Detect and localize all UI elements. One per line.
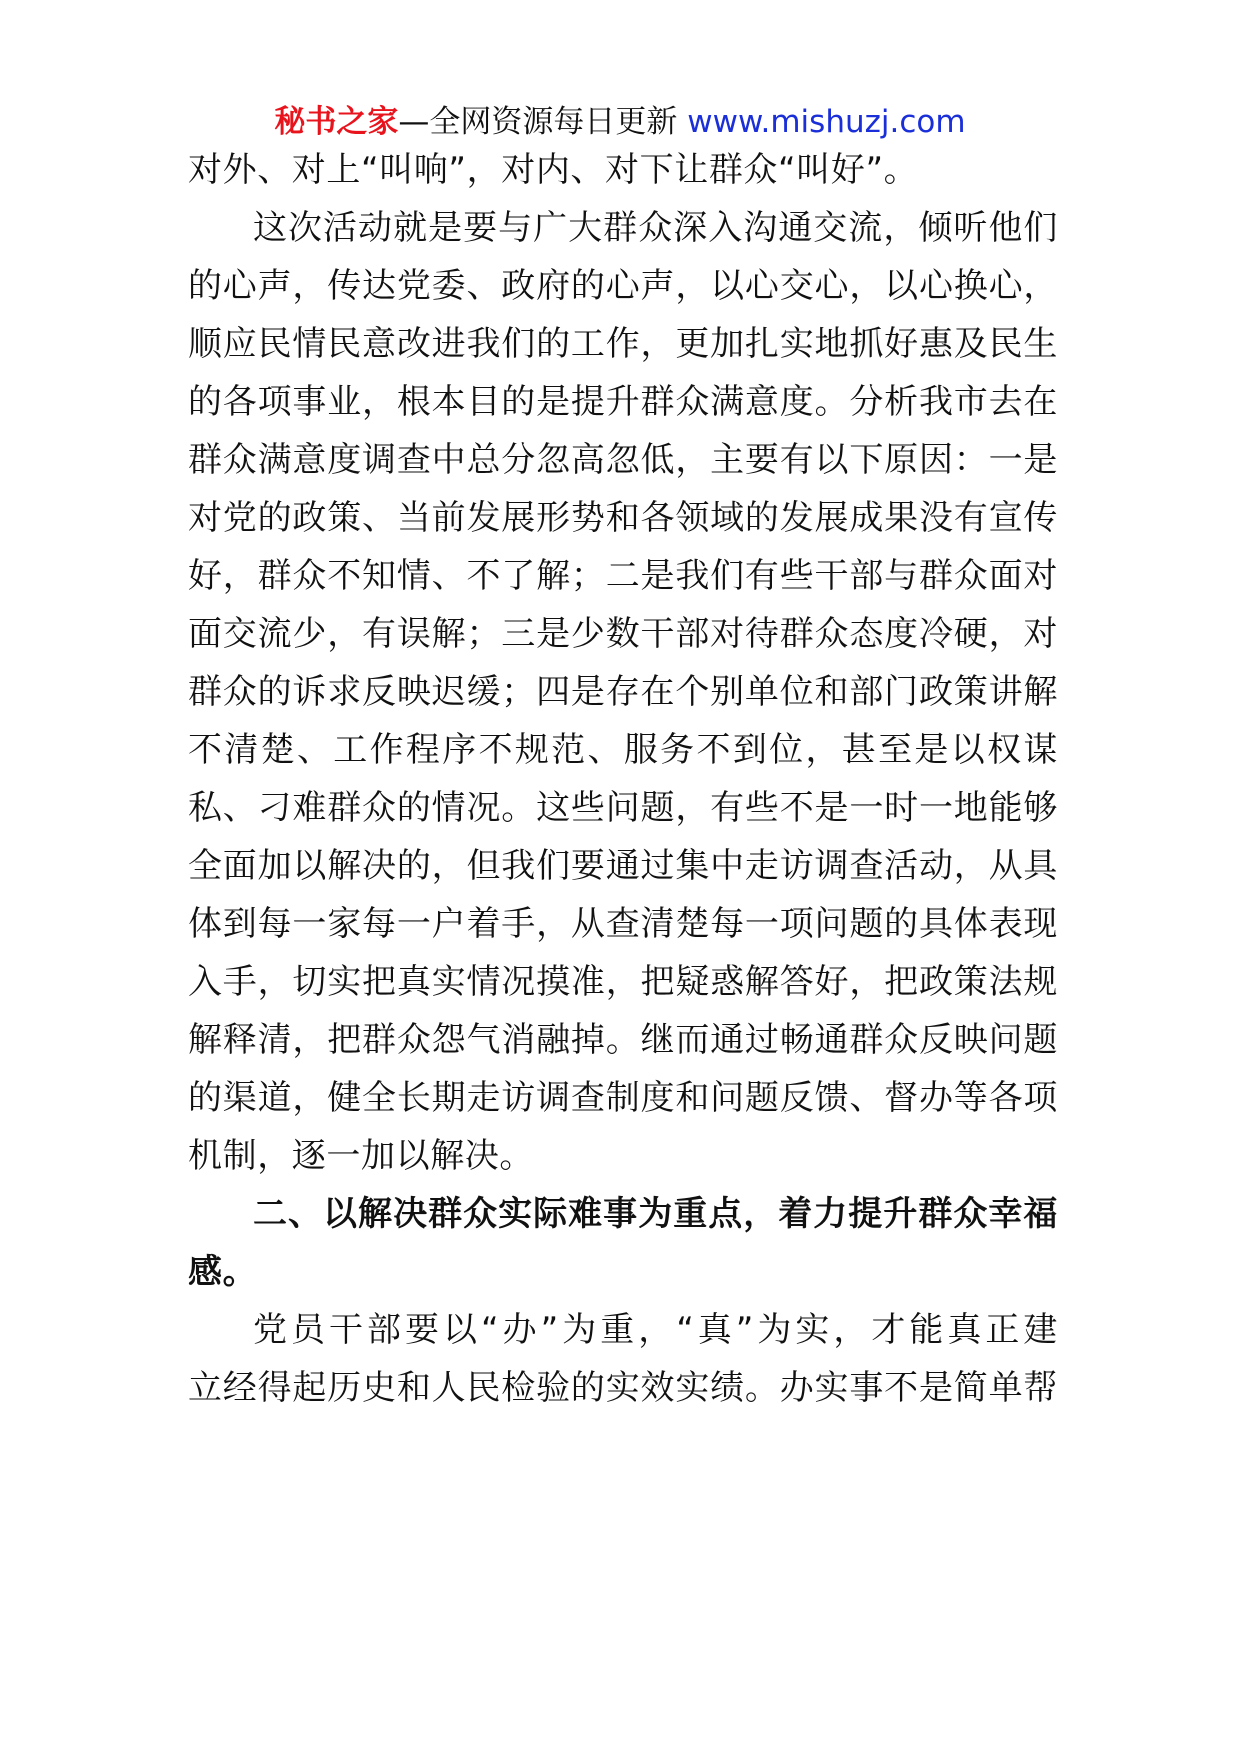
text-line: 好，群众不知情、不了解；二是我们有些干部与群众面对	[188, 556, 1058, 596]
text-line: 全面加以解决的，但我们要通过集中走访调查活动，从具	[188, 846, 1058, 886]
site-url-link[interactable]: www.mishuzj.com	[687, 104, 966, 140]
text-line: 解释清，把群众怨气消融掉。继而通过畅通群众反映问题	[188, 1020, 1058, 1060]
text-line: 面交流少，有误解；三是少数干部对待群众态度冷硬，对	[188, 614, 1058, 654]
paragraph-start-line: 党员干部要以“办”为重，“真”为实，才能真正建	[253, 1310, 1058, 1350]
text-line: 入手，切实把真实情况摸准，把疑惑解答好，把政策法规	[188, 962, 1058, 1002]
text-line: 的渠道，健全长期走访调查制度和问题反馈、督办等各项	[188, 1078, 1058, 1118]
text-line: 群众的诉求反映迟缓；四是存在个别单位和部门政策讲解	[188, 672, 1058, 712]
text-line: 群众满意度调查中总分忽高忽低，主要有以下原因：一是	[188, 440, 1058, 480]
text-line: 对外、对上“叫响”，对内、对下让群众“叫好”。	[188, 150, 919, 190]
text-line: 不清楚、工作程序不规范、服务不到位，甚至是以权谋	[188, 730, 1058, 770]
section-heading: 二、以解决群众实际难事为重点，着力提升群众幸福	[253, 1194, 1058, 1234]
text-line: 的各项事业，根本目的是提升群众满意度。分析我市去在	[188, 382, 1058, 422]
text-line: 立经得起历史和人民检验的实效实绩。办实事不是简单帮	[188, 1368, 1058, 1408]
site-brand: 秘书之家	[274, 104, 399, 140]
text-line: 机制，逐一加以解决。	[188, 1136, 534, 1176]
site-tagline: —全网资源每日更新	[398, 104, 688, 140]
text-line: 顺应民情民意改进我们的工作，更加扎实地抓好惠及民生	[188, 324, 1058, 364]
text-line: 体到每一家每一户着手，从查清楚每一项问题的具体表现	[188, 904, 1058, 944]
section-heading-end: 感。	[188, 1252, 258, 1292]
paragraph-start-line: 这次活动就是要与广大群众深入沟通交流，倾听他们	[253, 208, 1058, 248]
text-line: 对党的政策、当前发展形势和各领域的发展成果没有宣传	[188, 498, 1058, 538]
text-line: 的心声，传达党委、政府的心声，以心交心，以心换心，	[188, 266, 1058, 306]
site-header	[0, 100, 1240, 144]
text-line: 私、刁难群众的情况。这些问题，有些不是一时一地能够	[188, 788, 1058, 828]
